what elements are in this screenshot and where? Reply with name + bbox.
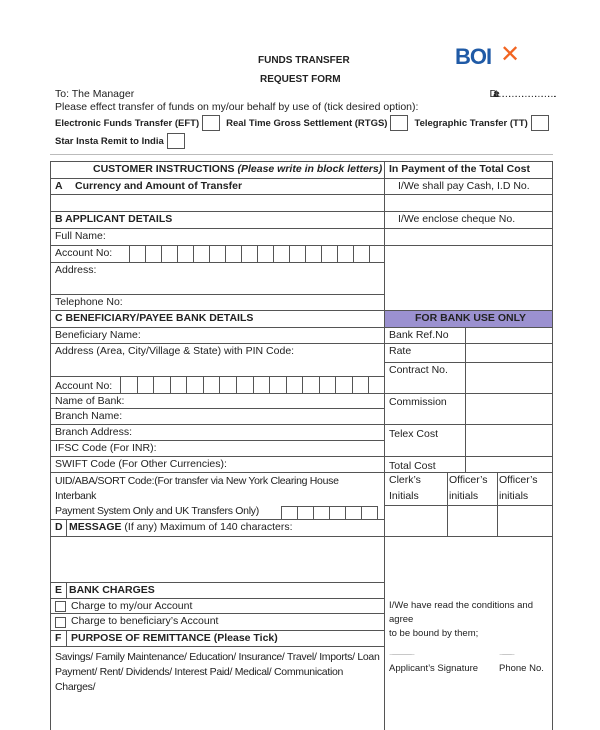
clerk-initials-label: [384, 472, 448, 506]
option-tt-checkbox[interactable]: [531, 115, 549, 131]
label: I/We shall pay Cash, I.D No.: [398, 180, 530, 192]
digit-box[interactable]: [353, 245, 369, 263]
label: initials: [449, 490, 479, 502]
digit-box[interactable]: [193, 245, 209, 263]
telephone-field[interactable]: [50, 294, 385, 311]
transfer-options: [55, 115, 555, 149]
label: Full Name:: [55, 230, 106, 242]
label: Beneficiary Name:: [55, 329, 141, 341]
telex-field[interactable]: [465, 424, 553, 457]
section-e-title: BANK CHARGES: [69, 584, 155, 596]
blank-cell: [384, 245, 553, 311]
uid-code-field[interactable]: [50, 472, 385, 520]
option-star-checkbox[interactable]: [167, 133, 185, 149]
digit-box[interactable]: [352, 376, 369, 394]
officer-initials-label: [447, 472, 498, 506]
rate-field[interactable]: [465, 343, 553, 363]
contract-field[interactable]: [465, 362, 553, 394]
label: UID/ABA/SORT Code:(For transfer via New York Clearing House Interbank: [55, 475, 339, 502]
clerk-initials-field[interactable]: [384, 505, 448, 537]
digit-box[interactable]: [329, 506, 345, 520]
header-italic: (Please write in block letters): [237, 163, 383, 175]
digit-box[interactable]: [369, 245, 385, 263]
label: Charge to beneficiary’s Account: [71, 615, 219, 627]
digit-box[interactable]: [297, 506, 313, 520]
digit-box[interactable]: [319, 376, 336, 394]
label: I/We enclose cheque No.: [398, 213, 516, 225]
section-letter: E: [55, 584, 63, 596]
divider: [50, 154, 553, 155]
customer-instructions-header: [50, 161, 385, 179]
digit-box[interactable]: [236, 376, 253, 394]
option-star[interactable]: [55, 133, 185, 149]
digit-box[interactable]: [286, 376, 303, 394]
form-title-line1: FUNDS TRANSFER: [258, 55, 350, 66]
label: Officer’s: [449, 474, 488, 486]
rate-label: [384, 343, 466, 363]
label: initials: [499, 490, 529, 502]
commission-field[interactable]: [465, 393, 553, 425]
total-cost-field[interactable]: [465, 456, 553, 473]
officer-initials-field-2[interactable]: [497, 505, 553, 537]
message-field[interactable]: [50, 536, 385, 583]
branch-name-field[interactable]: [50, 408, 385, 425]
form-title-line2: REQUEST FORM: [260, 74, 341, 85]
phone-label: Phone No.: [499, 663, 544, 674]
bank-ref-field[interactable]: [465, 327, 553, 344]
digit-box[interactable]: [170, 376, 187, 394]
digit-box[interactable]: [241, 245, 257, 263]
digit-box[interactable]: [313, 506, 329, 520]
full-name-field[interactable]: [50, 228, 385, 246]
label: Branch Name:: [55, 410, 123, 422]
agreement-text: [389, 599, 548, 641]
digit-box[interactable]: [225, 245, 241, 263]
logo-star-icon: ✕: [500, 41, 521, 68]
purpose-line: Payment/ Rent/ Dividends/ Interest Paid/ Medical/ Communication Charges/: [55, 666, 344, 693]
instruction-text: Please effect transfer of funds on my/our behalf by use of (tick desired option):: [55, 101, 419, 113]
label: Commission: [389, 396, 447, 408]
total-cost-label: [384, 456, 466, 473]
purpose-options[interactable]: [50, 646, 385, 730]
charge-beneficiary-row[interactable]: [50, 613, 385, 631]
label: Telephone No:: [55, 296, 123, 308]
bank-name-field[interactable]: [50, 393, 385, 409]
header-main: CUSTOMER INSTRUCTIONS: [93, 163, 238, 175]
signature-label: Applicant’s Signature: [389, 663, 479, 674]
section-a-header: [50, 178, 385, 195]
digit-box[interactable]: [209, 245, 225, 263]
digit-box[interactable]: [257, 245, 273, 263]
digit-box[interactable]: [289, 245, 305, 263]
label: Account No:: [55, 380, 113, 392]
option-tt[interactable]: [414, 115, 548, 131]
charge-my-account-row[interactable]: [50, 598, 385, 614]
digit-box[interactable]: [219, 376, 236, 394]
section-d-note: (If any) Maximum of 140 characters:: [121, 521, 293, 533]
label: Total Cost: [389, 460, 436, 472]
digit-box[interactable]: [253, 376, 270, 394]
digit-box[interactable]: [337, 245, 353, 263]
digit-box[interactable]: [302, 376, 319, 394]
officer-initials-label-2: [497, 472, 553, 506]
charge-my-account-checkbox[interactable]: [55, 601, 66, 612]
section-d-title: MESSAGE: [69, 521, 122, 533]
agreement-cell: [384, 536, 553, 730]
section-f-title: PURPOSE OF REMITTANCE (Please Tick): [71, 632, 278, 644]
label: IFSC Code (For INR):: [55, 442, 157, 454]
label: Telex Cost: [389, 428, 439, 440]
section-d-header: [50, 519, 385, 537]
ifsc-field[interactable]: [50, 440, 385, 457]
phone-line[interactable]: ………………: [499, 651, 511, 657]
option-rtgs[interactable]: [226, 115, 408, 131]
label: Address (Area, City/Village & State) with PIN Code:: [55, 345, 295, 357]
option-eft[interactable]: [55, 115, 220, 131]
contract-label: [384, 362, 466, 394]
section-letter: D: [55, 521, 63, 533]
section-e-header: [50, 582, 385, 599]
purpose-text: [55, 650, 380, 695]
currency-amount-field[interactable]: [50, 194, 385, 212]
digit-box[interactable]: [305, 245, 321, 263]
option-rtgs-label: Real Time Gross Settlement (RTGS): [226, 117, 388, 129]
digit-box[interactable]: [186, 376, 203, 394]
section-c-header: [50, 310, 385, 328]
commission-label: [384, 393, 466, 425]
digit-box[interactable]: [120, 376, 137, 394]
section-b-title: B APPLICANT DETAILS: [55, 213, 173, 225]
digit-box[interactable]: [203, 376, 220, 394]
label: Name of Bank:: [55, 395, 125, 407]
agreement-line: I/We have read the conditions and agree: [389, 600, 534, 625]
section-f-header: [50, 630, 385, 647]
digit-box[interactable]: [361, 506, 378, 520]
telex-label: [384, 424, 466, 457]
payment-header: [384, 161, 553, 179]
option-eft-label: Electronic Funds Transfer (EFT): [55, 117, 200, 129]
digit-box[interactable]: [345, 506, 361, 520]
bank-use-header: [384, 310, 553, 328]
section-b-header: [50, 211, 385, 229]
digit-box[interactable]: [129, 245, 145, 263]
option-rtgs-checkbox[interactable]: [390, 115, 408, 131]
digit-box[interactable]: [137, 376, 154, 394]
cash-id-field[interactable]: [384, 194, 553, 212]
label: Payment System Only and UK Transfers Only): [55, 505, 259, 517]
cheque-no-field[interactable]: [384, 228, 553, 246]
label: Account No:: [55, 247, 113, 259]
label: Contract No.: [389, 364, 448, 376]
payment-title: In Payment of the Total Cost: [389, 163, 530, 175]
beneficiary-account-field[interactable]: [50, 376, 385, 394]
swift-field[interactable]: [50, 456, 385, 473]
label: Clerk’s: [389, 474, 421, 486]
section-c-title: C BENEFICIARY/PAYEE BANK DETAILS: [55, 312, 254, 324]
officer-initials-field[interactable]: [447, 505, 498, 537]
boi-logo: BOI: [455, 44, 492, 69]
label: Address:: [55, 264, 97, 276]
option-tt-label: Telegraphic Transfer (TT): [414, 117, 528, 129]
digit-box[interactable]: [153, 376, 170, 394]
digit-box[interactable]: [177, 245, 193, 263]
branch-address-field[interactable]: [50, 424, 385, 441]
label: Rate: [389, 345, 412, 357]
date-field[interactable]: Date:……………………….: [489, 88, 552, 100]
label: Initials: [389, 490, 419, 502]
digit-box[interactable]: [269, 376, 286, 394]
bank-use-title: FOR BANK USE ONLY: [415, 312, 527, 324]
label: Branch Address:: [55, 426, 133, 438]
digit-box[interactable]: [281, 506, 297, 520]
cash-row: [384, 178, 553, 195]
beneficiary-name-field[interactable]: [50, 327, 385, 344]
to-line: To: The Manager: [55, 88, 135, 100]
option-star-label: Star Insta Remit to India: [55, 135, 164, 147]
section-letter: A: [55, 180, 63, 192]
digit-box[interactable]: [145, 245, 161, 263]
section-a-title: Currency and Amount of Transfer: [75, 180, 243, 192]
digit-box[interactable]: [368, 376, 385, 394]
bank-ref-label: [384, 327, 466, 344]
applicant-address-field[interactable]: [50, 262, 385, 295]
digit-box[interactable]: [335, 376, 352, 394]
label: Officer’s: [499, 474, 538, 486]
label: Charge to my/our Account: [71, 600, 193, 612]
cheque-row: [384, 211, 553, 229]
applicant-account-field[interactable]: [50, 245, 385, 263]
signature-line[interactable]: ……………………………: [389, 651, 411, 657]
option-eft-checkbox[interactable]: [202, 115, 220, 131]
digit-box[interactable]: [273, 245, 289, 263]
agreement-line: to be bound by them;: [389, 628, 479, 639]
label: Bank Ref.No: [389, 329, 449, 341]
section-letter: F: [55, 632, 62, 644]
digit-box[interactable]: [321, 245, 337, 263]
beneficiary-address-field[interactable]: [50, 343, 385, 377]
purpose-line: Savings/ Family Maintenance/ Education/ Insurance/ Travel/ Imports/ Loan: [55, 651, 380, 663]
label: SWIFT Code (For Other Currencies):: [55, 458, 227, 470]
digit-box[interactable]: [161, 245, 177, 263]
charge-beneficiary-checkbox[interactable]: [55, 617, 66, 628]
